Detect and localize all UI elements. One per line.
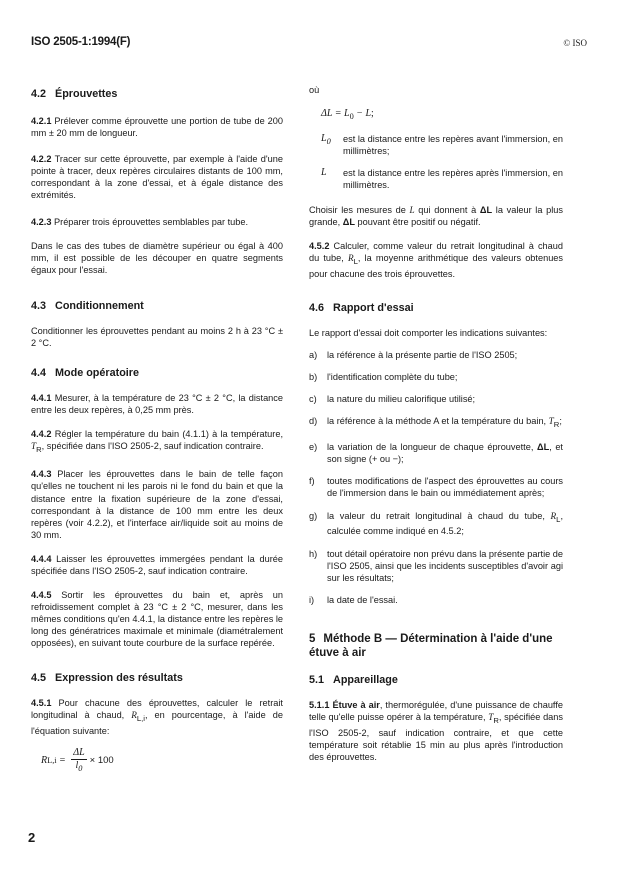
equation-delta-l: $\Delta L = L_0 - L$; <box>321 108 374 122</box>
paragraph-4-6: Le rapport d'essai doit comporter les indications suivantes: <box>309 327 548 338</box>
paragraph-4-2-3: 4.2.3 Préparer trois éprouvettes semblables par tube. <box>31 216 249 227</box>
list-item-d: d) la référence à la méthode A et la température du bain, $T_R$; <box>309 416 562 430</box>
paragraph-4-4-1: 4.4.1 Mesurer, à la température de 23 °C ± 2 °C, la distance entre les deux repères, à 0,25 mm près. <box>31 393 283 416</box>
paragraph-5-1-1: 5.1.1 Étuve à air, thermorégulée, d'une puissance de chauffe telle qu'elle puisse opérer à la température, $T_R$, spécifiée dans l'ISO 2505-2, sauf indication contraire, et que cette température soit rétablie 15 min au plus après l'introduction des éprouvettes. <box>309 699 563 763</box>
page-number: 2 <box>28 830 36 845</box>
paragraph-4-2-3-note: Dans le cas des tubes de diamètre supérieur ou égal à 400 mm, il est possible de les découper en quatre segments égaux pour l'essai. <box>31 240 283 275</box>
list-item-i: i) la date de l'essai. <box>309 594 398 605</box>
document-standard-header: ISO 2505-1:1994(F) <box>31 36 131 48</box>
right-column <box>309 84 563 763</box>
list-item-e: e) la variation de la longueur de chaque éprouvette, ΔL, et son signe (+ ou −); <box>309 442 563 465</box>
section-heading-4-3: 4.3 Conditionnement <box>31 299 144 312</box>
list-item-b: b) l'identification complète du tube; <box>309 372 458 383</box>
list-item-a: a) la référence à la présente partie de l'ISO 2505; <box>309 349 518 360</box>
paragraph-4-4-2: 4.4.2 Régler la température du bain (4.1.1) à la température, $T_R$, spécifiée dans l'ISO 2505-2, sauf indication contraire. <box>31 429 283 455</box>
definition-l: L est la distance entre les repères après l'immersion, en millimètres. <box>321 167 563 191</box>
paragraph-4-3: Conditionner les éprouvettes pendant au moins 2 h à 23 °C ± 2 °C. <box>31 325 283 349</box>
section-heading-4-5: 4.5 Expression des résultats <box>31 671 183 684</box>
section-heading-4-6: 4.6 Rapport d'essai <box>309 301 414 314</box>
paragraph-4-4-5: 4.4.5 Sortir les éprouvettes du bain et, après un refroidissement complet à 23 °C ± 2 °C, mesurer, dans les mêmes conditions qu'en 4.4.1, la distance entre les repères le long des génératrices maximale et minimale (diamétralement opposées), en suivant toute courbure de la surface repérée. <box>31 590 284 649</box>
list-item-f: f) toutes modifications de l'aspect des éprouvettes au cours de l'immersion dans le bain ou immédiatement après; <box>309 476 563 499</box>
paragraph-4-4-3: 4.4.3 Placer les éprouvettes dans le bain de telle façon qu'elles ne touchent ni les parois ni le fond du bain et que la distance entre la fixation supérieure de la zone d'essai, correspondant à la distance de 100 mm entre les deux repères (voir 4.2.2), et l'interface air/liquide soit au moins de 30 mm. <box>31 469 283 540</box>
paragraph-4-2-1: 4.2.1 Prélever comme éprouvette une portion de tube de 200 mm ± 20 mm de longueur. <box>31 116 283 139</box>
list-item-c: c) la nature du milieu calorifique utilisé; <box>309 394 476 405</box>
left-column <box>31 88 283 775</box>
section-heading-5-1: 5.1 Appareillage <box>309 673 398 686</box>
paragraph-4-2-2: 4.2.2 Tracer sur cette éprouvette, par exemple à l'aide d'une pointe à tracer, deux repères circulaires distants de 100 mm, correspondant à la zone d'essai, et à égale distance des extrémités. <box>31 154 284 201</box>
where-label: où <box>309 85 320 95</box>
paragraph-choose-measures: Choisir les mesures de L qui donnent à ΔL la valeur la plus grande, ΔL pouvant être positif ou négatif. <box>309 204 563 227</box>
paragraph-4-5-2: 4.5.2 Calculer, comme valeur du retrait longitudinal à chaud du tube, $R_L$, la moyenne arithmétique des valeurs obtenues pour chacune des trois éprouvettes. <box>309 240 564 279</box>
paragraph-4-5-1: 4.5.1 Pour chacune des éprouvettes, calculer le retrait longitudinal à chaud, $R_{L,i}$, en pourcentage, à l'aide de l'équation suivante: <box>31 697 283 736</box>
list-item-h: h) tout détail opératoire non prévu dans la présente partie de l'ISO 2505, ainsi que les incidents susceptibles d'avoir agi sur les résultats; <box>309 548 563 583</box>
list-item-g: g) la valeur du retrait longitudinal à chaud du tube, $R_L$, calculée comme indiqué en 4.5.2; <box>309 510 563 537</box>
section-heading-5: 5 Méthode B — Détermination à l'aide d'une étuve à air <box>309 632 553 659</box>
definition-l0: $L_0$ est la distance entre les repères avant l'immersion, en millimètres; <box>321 133 563 157</box>
paragraph-4-4-4: 4.4.4 Laisser les éprouvettes immergées pendant la durée spécifiée dans l'ISO 2505-2, sauf indication contraire. <box>31 553 283 576</box>
formula-retrait: R L,i = $\frac{\Delta L}{l_0}$ × 100 <box>41 746 114 773</box>
section-heading-4-4: 4.4 Mode opératoire <box>31 367 140 380</box>
section-heading-4-2: 4.2 Éprouvettes <box>31 88 118 100</box>
copyright-mark: © ISO <box>563 38 587 48</box>
